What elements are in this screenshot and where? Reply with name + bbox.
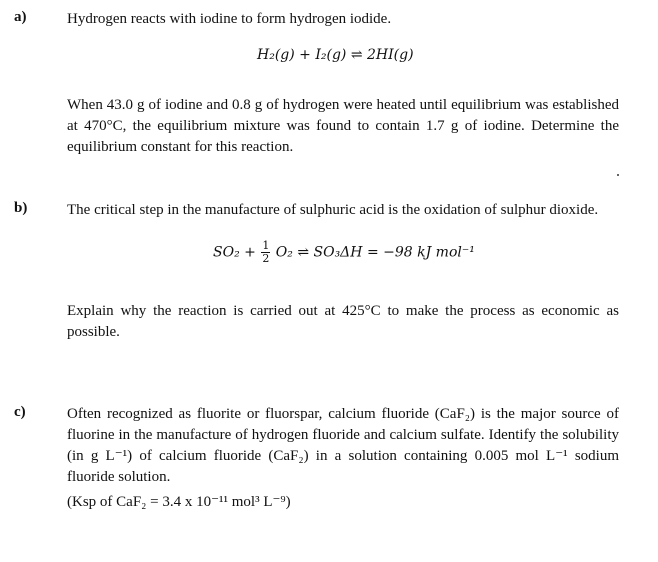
question-b-label: b) (14, 200, 28, 216)
fraction-denominator: 2 (262, 252, 270, 265)
question-b-equation (213, 240, 475, 265)
question-b-intro: The critical step in the manufacture of sulphuric acid is the oxidation of sulphur dioxide. (67, 202, 599, 218)
question-a-label: a) (14, 9, 27, 25)
question-c-label: c) (14, 404, 26, 420)
one-half-fraction (261, 240, 270, 265)
question-a-equation: H₂(g) + I₂(g) ⇌ 2HI(g) (257, 47, 414, 63)
stray-mark (617, 174, 619, 176)
fraction-numerator: 1 (262, 239, 270, 252)
question-c-ksp: (Ksp of CaF₂ = 3.4 x 10⁻¹¹ mol³ L⁻⁹) (67, 494, 291, 510)
equation-right: O₂ ⇌ SO₃ΔH = −98 kJ mol⁻¹ (275, 244, 475, 261)
question-a-intro: Hydrogen reacts with iodine to form hydrogen iodide. (67, 11, 392, 27)
question-a-body: When 43.0 g of iodine and 0.8 g of hydrogen were heated until equilibrium was established at 470°C, the equilibrium mixture was found to contain 1.7 g of iodine. Determine the equilibrium constant for this reaction. (67, 97, 619, 155)
question-c-body: Often recognized as fluorite or fluorspar, calcium fluoride (CaF₂) is the major source of fluorine in the manufacture of hydrogen fluoride and calcium sulfate. Identify the solubility (in g L⁻¹) of calcium fluoride (CaF₂) in a solution containing 0.005 mol L⁻¹ sodium fluoride solution. (67, 406, 619, 485)
question-b-body: Explain why the reaction is carried out at 425°C to make the process as economic as possible. (67, 303, 619, 340)
equation-left: SO₂ + (213, 244, 256, 261)
